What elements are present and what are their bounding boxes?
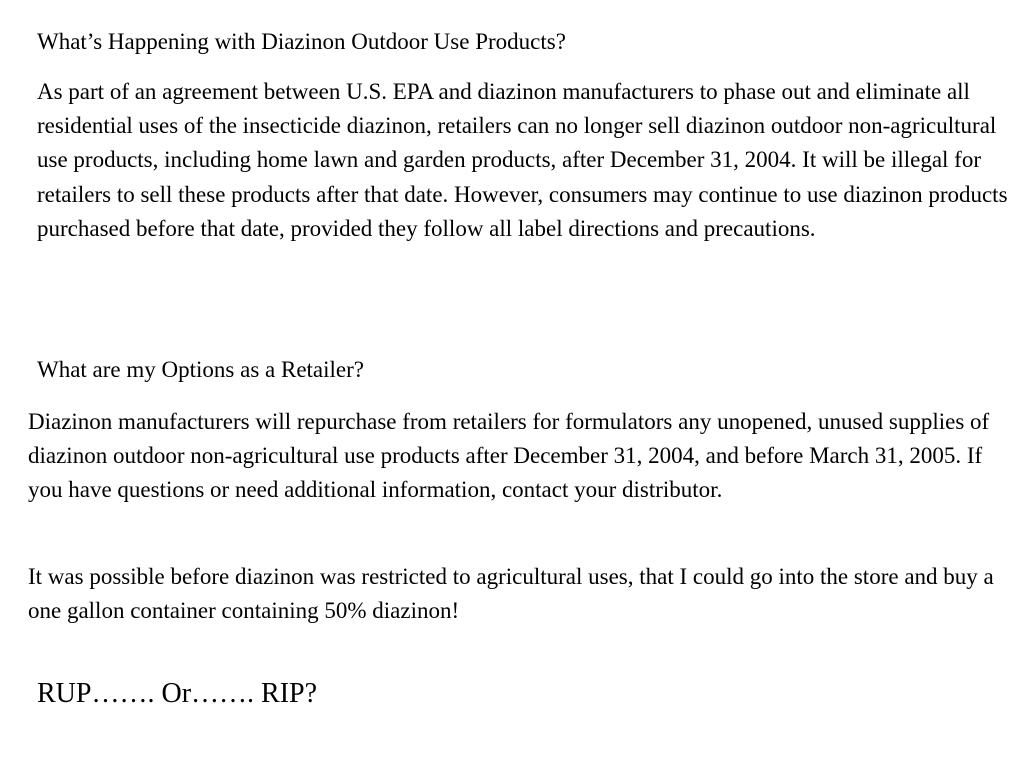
closing-line: RUP……. Or……. RIP?	[37, 678, 318, 709]
section-two-note: It was possible before diazinon was restricted to agricultural uses, that I could go into the store and buy a one gallon container containing 50% diazinon!	[28, 564, 994, 624]
section-two-heading: What are my Options as a Retailer?	[37, 357, 364, 382]
section-one-heading: What’s Happening with Diazinon Outdoor Use Products?	[37, 29, 566, 54]
section-one-paragraph: As part of an agreement between U.S. EPA and diazinon manufacturers to phase out and eliminate all residential uses of the insecticide diazinon, retailers can no longer sell diazinon outdoor non-agricultural use products, including home lawn and garden products, after December 31, 2004. It will be illegal for retailers to sell these products after that date. However, consumers may continue to use diazinon products purchased before that date, provided they follow all label directions and precautions.	[37, 79, 1008, 241]
section-two-paragraph: Diazinon manufacturers will repurchase from retailers for formulators any unopened, unused supplies of diazinon outdoor non-agricultural use products after December 31, 2004, and before March 31, 2005. If you have questions or need additional information, contact your distributor.	[28, 409, 990, 503]
